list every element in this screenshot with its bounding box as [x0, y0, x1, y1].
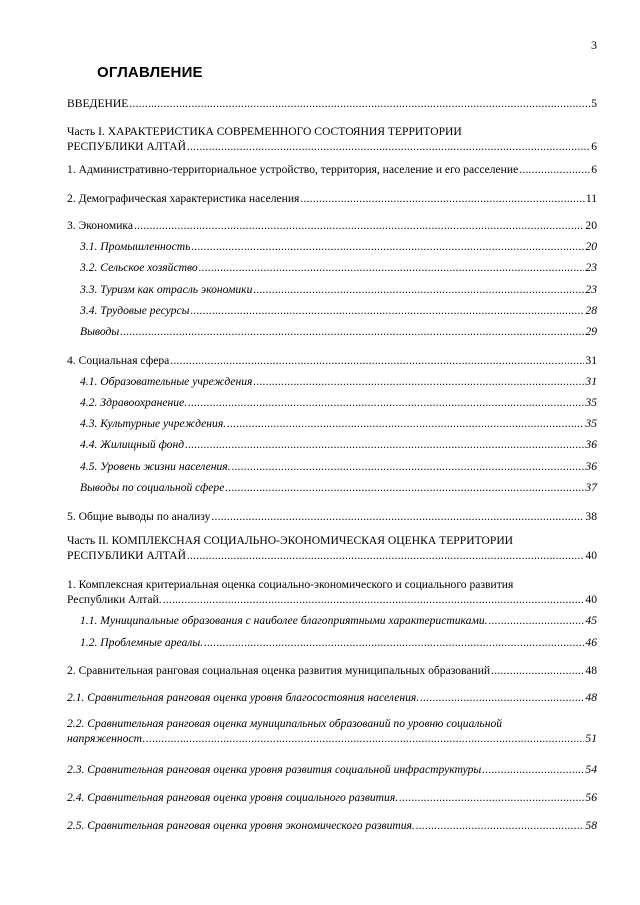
- toc-entry-page: 23: [585, 283, 597, 296]
- dot-leader: [204, 635, 584, 650]
- toc-entry-page: 48: [585, 664, 597, 677]
- toc-entry-page: 35: [585, 417, 597, 430]
- toc-subentry[interactable]: [80, 260, 597, 275]
- toc-entry-title: 1.2. Проблемные ареалы.: [80, 636, 204, 649]
- toc-entry-title: 2.3. Сравнительная ранговая оценка уровня развития социальной инфраструктуры: [67, 763, 482, 776]
- toc-entry-page: 54: [585, 763, 597, 776]
- dot-leader: [227, 416, 584, 431]
- dot-leader: [420, 690, 584, 705]
- toc-entry-title: 2. Демографическая характеристика населения: [67, 192, 300, 205]
- toc-entry-page: 20: [585, 240, 597, 253]
- toc-entry-title: 4.2. Здравоохранение.: [80, 396, 188, 409]
- toc-entry-title: 4.1. Образовательные учреждения: [80, 375, 253, 388]
- toc-subentry[interactable]: [80, 437, 597, 452]
- dot-leader: [129, 96, 590, 111]
- dot-leader: [146, 731, 584, 746]
- toc-entry-page: 35: [585, 396, 597, 409]
- toc-entry-page: 46: [585, 636, 597, 649]
- dot-leader: [187, 139, 590, 154]
- toc-entry-page: 48: [585, 691, 597, 704]
- toc-entry-title: 4.3. Культурные учреждения.: [80, 417, 227, 430]
- dot-leader: [191, 239, 584, 254]
- dot-leader: [134, 218, 584, 233]
- toc-entry-title: 3.1. Промышленность: [80, 240, 191, 253]
- toc-entry-page: 45: [585, 614, 597, 627]
- page-number: 3: [591, 38, 597, 52]
- toc-subentry[interactable]: [80, 374, 597, 389]
- toc-entry-title: 4.5. Уровень жизни населения.: [80, 460, 231, 473]
- toc-entry-title: РЕСПУБЛИКИ АЛТАЙ: [67, 140, 186, 153]
- toc-entry[interactable]: [67, 533, 597, 563]
- toc-entry-page: 23: [585, 261, 597, 274]
- toc-subentry[interactable]: [80, 324, 597, 339]
- dot-leader: [199, 260, 585, 275]
- dot-leader: [489, 613, 585, 628]
- dot-leader: [482, 762, 584, 777]
- toc-entry[interactable]: [67, 577, 597, 607]
- toc-entry-page: 28: [585, 304, 597, 317]
- toc-subentry[interactable]: [80, 613, 597, 628]
- toc-entry[interactable]: [67, 509, 597, 524]
- toc-entry-page: 6: [591, 140, 597, 153]
- toc-entry-title: ВВЕДЕНИЕ: [67, 97, 129, 110]
- toc-entry-page: 36: [585, 460, 597, 473]
- toc-entry-page: 31: [585, 375, 597, 388]
- dot-leader: [300, 191, 584, 206]
- toc-entry[interactable]: [67, 790, 597, 805]
- toc-entry-page: 56: [585, 791, 597, 804]
- toc-entry[interactable]: [67, 191, 597, 206]
- toc-entry-title-line1: 1. Комплексная критериальная оценка социально-экономического и социального развития: [67, 578, 514, 591]
- toc-entry-page: 31: [585, 354, 597, 367]
- dot-leader: [399, 790, 584, 805]
- toc-entry-page: 11: [585, 192, 597, 205]
- toc-subentry[interactable]: [80, 395, 597, 410]
- toc-entry-title: 4. Социальная сфера: [67, 354, 170, 367]
- toc-entry-page: 40: [585, 549, 597, 562]
- toc-entry-title: Республики Алтай.: [67, 593, 162, 606]
- toc-entry-page: 51: [585, 732, 597, 745]
- toc-entry-title: 3. Экономика: [67, 219, 134, 232]
- toc-entry-title: 2.4. Сравнительная ранговая оценка уровня социального развития.: [67, 791, 399, 804]
- toc-subentry[interactable]: [80, 282, 597, 297]
- toc-entry-title: 3.4. Трудовые ресурсы: [80, 304, 190, 317]
- dot-leader: [416, 818, 585, 833]
- toc-entry-title: РЕСПУБЛИКИ АЛТАЙ: [67, 549, 186, 562]
- toc-entry[interactable]: [67, 218, 597, 233]
- toc-entry[interactable]: [67, 96, 597, 111]
- toc-entry-title-line1: 2.2. Сравнительная ранговая оценка муниципальных образований по уровню социальной: [67, 717, 503, 730]
- toc-subentry[interactable]: [80, 239, 597, 254]
- toc-subentry[interactable]: [80, 635, 597, 650]
- dot-leader: [211, 509, 584, 524]
- toc-entry-title: 2. Сравнительная ранговая социальная оценка развития муниципальных образований: [67, 664, 491, 677]
- toc-entry-title-line1: Часть I. ХАРАКТЕРИСТИКА СОВРЕМЕННОГО СОСТОЯНИЯ ТЕРРИТОРИИ: [67, 125, 462, 138]
- toc-entry-title: Выводы: [80, 325, 120, 338]
- toc-subentry[interactable]: [80, 303, 597, 318]
- toc-entry-page: 38: [585, 510, 597, 523]
- dot-leader: [491, 663, 584, 678]
- toc-entry-page: 6: [591, 163, 597, 176]
- toc-entry-title: 5. Общие выводы по анализу: [67, 510, 211, 523]
- dot-leader: [187, 548, 584, 563]
- dot-leader: [188, 395, 584, 410]
- toc-entry-title: напряженност.: [67, 732, 146, 745]
- toc-entry-title: 3.3. Туризм как отрасль экономики: [80, 283, 253, 296]
- dot-leader: [232, 459, 585, 474]
- toc-entry-page: 37: [585, 481, 597, 494]
- toc-entry[interactable]: [67, 162, 597, 177]
- toc-entry[interactable]: [67, 663, 597, 678]
- toc-entry-title-line1: Часть II. КОМПЛЕКСНАЯ СОЦИАЛЬНО-ЭКОНОМИЧЕСКАЯ ОЦЕНКА ТЕРРИТОРИИ: [67, 534, 514, 547]
- toc-entry-page: 40: [585, 593, 597, 606]
- dot-leader: [120, 324, 584, 339]
- toc-entry[interactable]: [67, 124, 597, 154]
- dot-leader: [190, 303, 584, 318]
- toc-title: ОГЛАВЛЕНИЕ: [97, 64, 203, 81]
- toc-entry-page: 29: [585, 325, 597, 338]
- toc-entry-page: 5: [591, 97, 597, 110]
- toc-entry-title: Выводы по социальной сфере: [80, 481, 225, 494]
- toc-entry[interactable]: [67, 818, 597, 833]
- toc-entry-title: 4.4. Жилищный фонд: [80, 438, 185, 451]
- toc-entry-page: 36: [585, 438, 597, 451]
- dot-leader: [253, 374, 584, 389]
- toc-entry-title: 2.1. Сравнительная ранговая оценка уровня благосостояния населения.: [67, 691, 420, 704]
- toc-subentry[interactable]: [80, 480, 597, 495]
- dot-leader: [253, 282, 584, 297]
- toc-entry-title: 1. Административно-территориальное устройство, территория, население и его расселение: [67, 163, 519, 176]
- toc-entry[interactable]: [67, 716, 597, 746]
- dot-leader: [225, 480, 584, 495]
- toc-entry[interactable]: [67, 690, 597, 705]
- dot-leader: [519, 162, 590, 177]
- dot-leader: [185, 437, 584, 452]
- toc-entry-title: 2.5. Сравнительная ранговая оценка уровня экономического развития.: [67, 819, 415, 832]
- toc-entry-page: 58: [585, 819, 597, 832]
- dot-leader: [170, 353, 584, 368]
- toc-entry-title: 3.2. Сельское хозяйство: [80, 261, 198, 274]
- toc-subentry[interactable]: [80, 459, 597, 474]
- toc-entry-title: 1.1. Муниципальные образования с наиболее благоприятными характеристиками.: [80, 614, 488, 627]
- toc-entry[interactable]: [67, 762, 597, 777]
- toc-entry[interactable]: [67, 353, 597, 368]
- toc-subentry[interactable]: [80, 416, 597, 431]
- toc-entry-page: 20: [585, 219, 597, 232]
- dot-leader: [163, 592, 585, 607]
